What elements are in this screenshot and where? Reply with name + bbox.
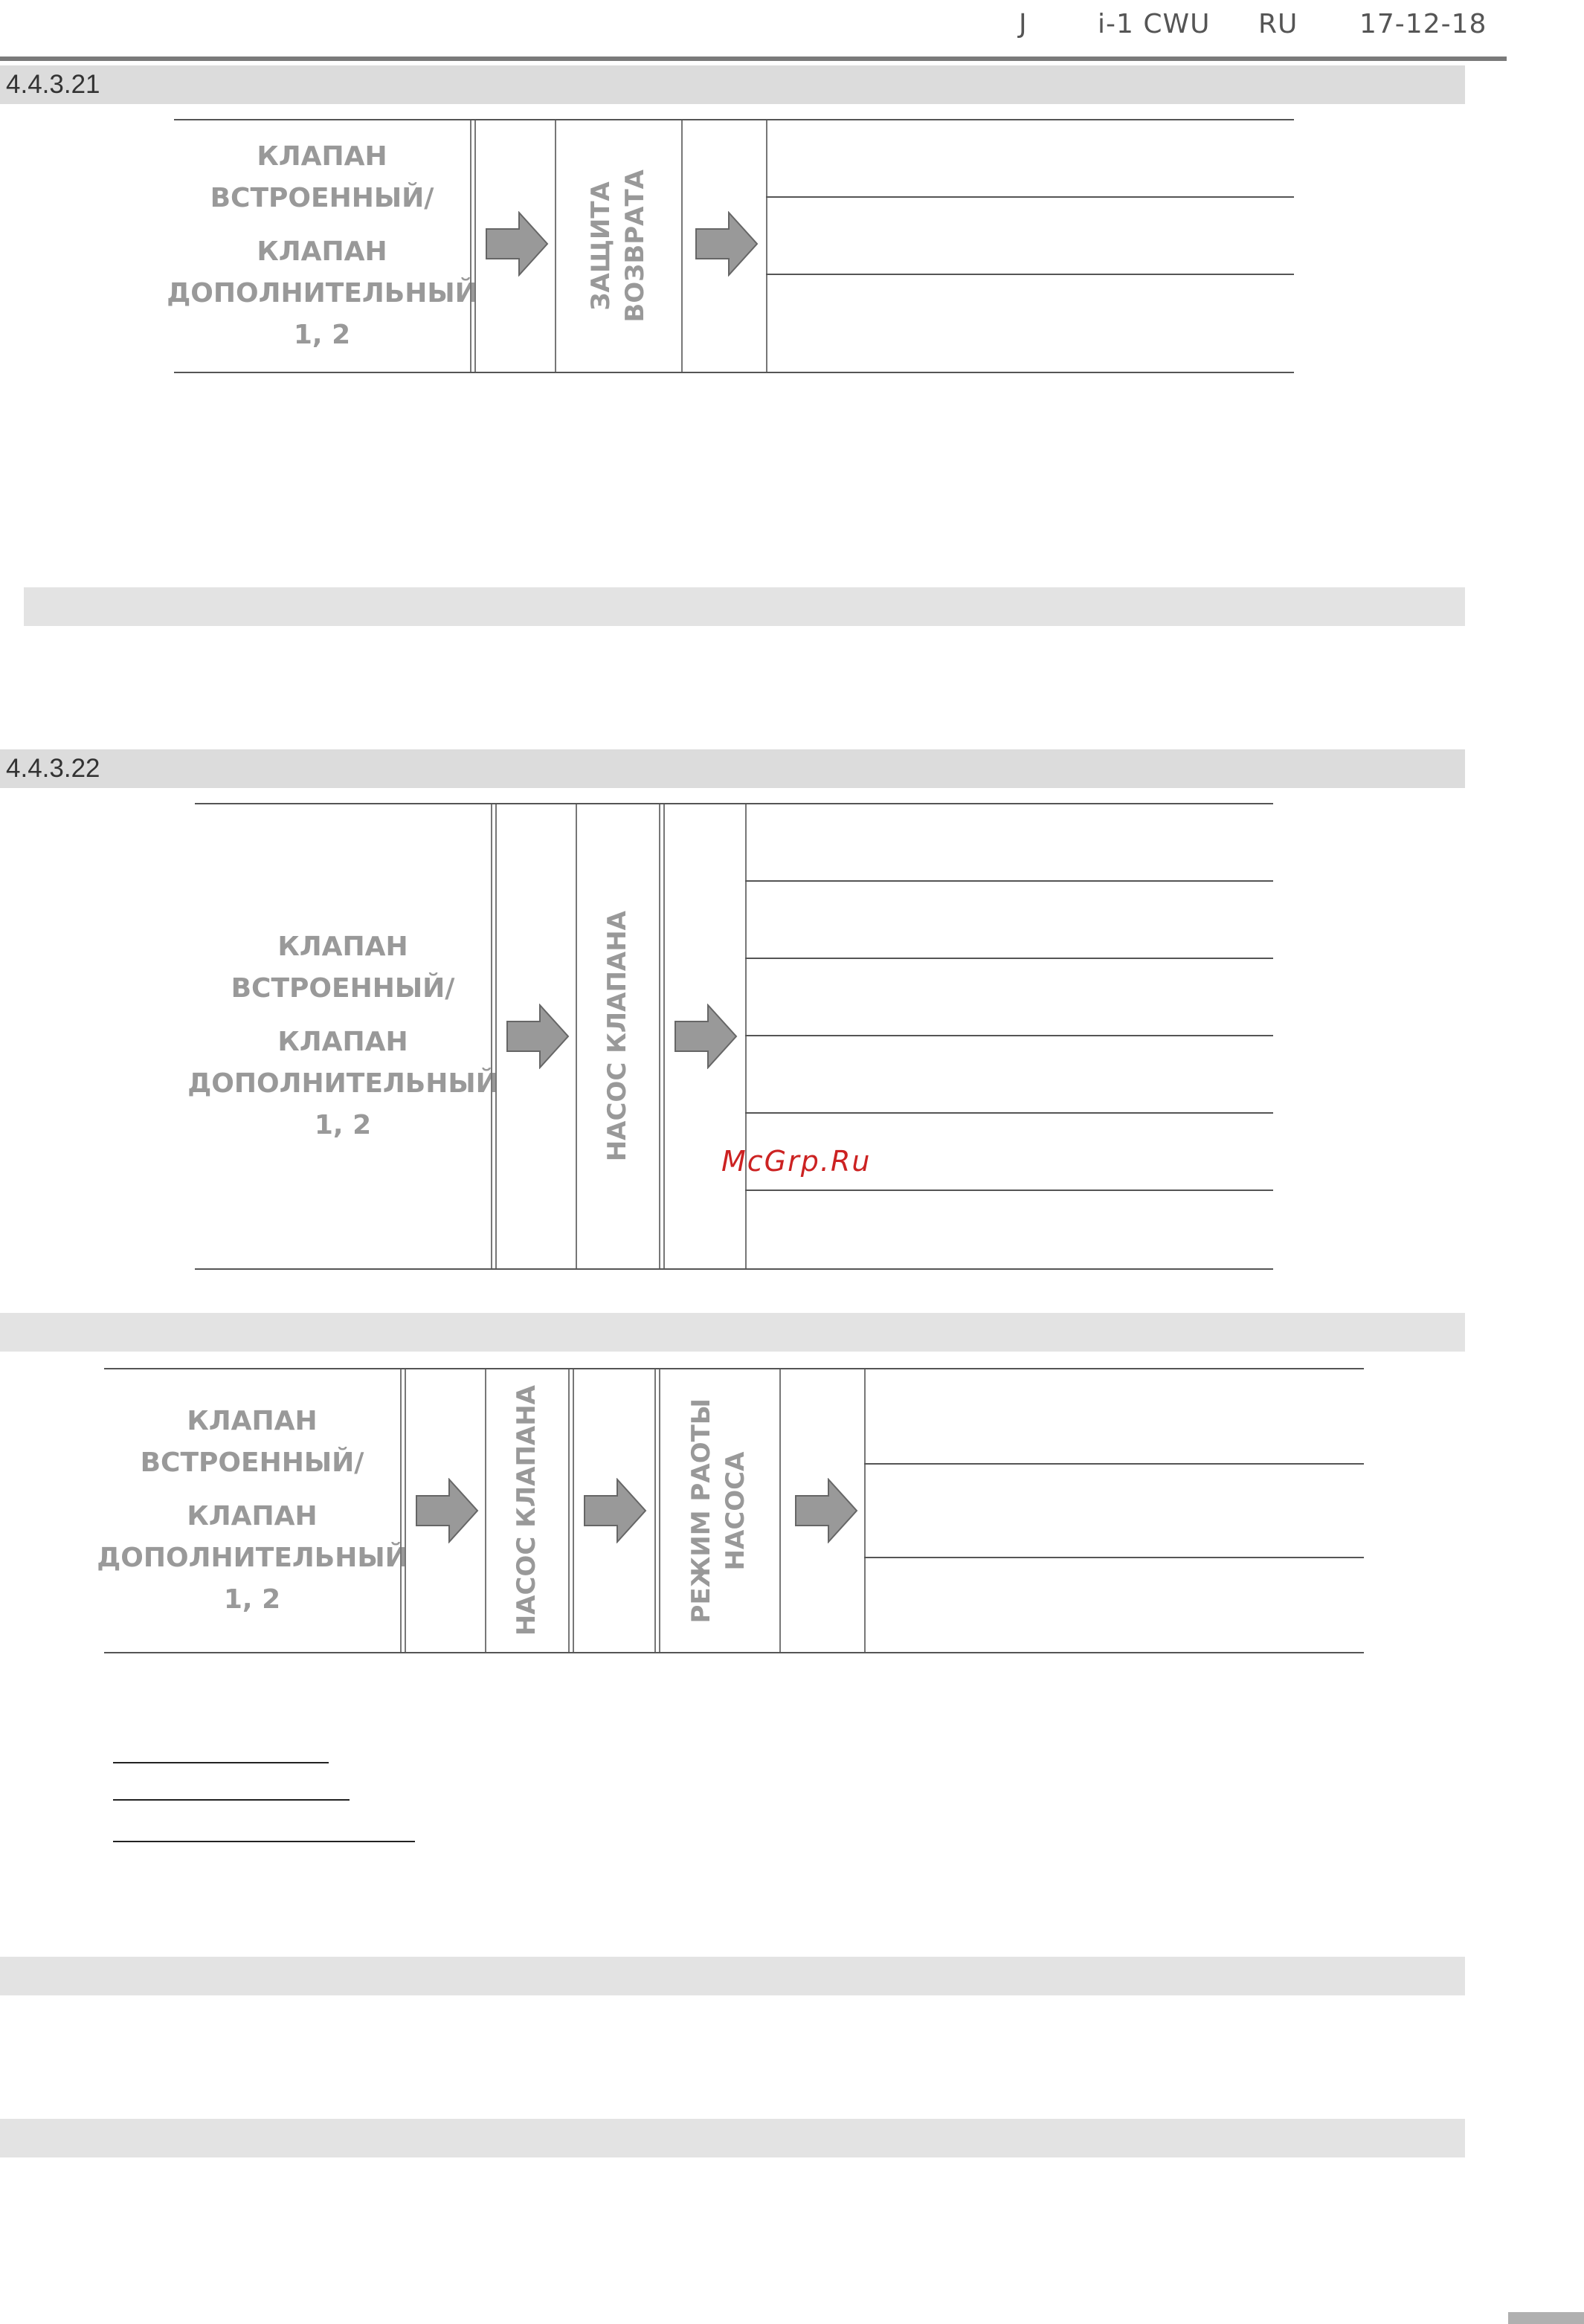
- step-label: ЗАЩИТА ВОЗВРАТА: [586, 170, 650, 323]
- step-label: НАСОС КЛАПАНА: [602, 911, 632, 1162]
- diagram-3-step-1: [485, 1369, 568, 1652]
- diagram-3-step-2: [657, 1369, 779, 1652]
- section-bar-4: [0, 1957, 1465, 1995]
- diagram-2-source: [187, 804, 498, 1268]
- source-line: КЛАПАН: [277, 1027, 408, 1057]
- blank-line-2: [113, 1799, 350, 1801]
- diagram-1-step: [555, 120, 681, 372]
- step-label: НАСОС КЛАПАНА: [512, 1385, 541, 1636]
- output-row-line: [745, 880, 1273, 882]
- section-bar-5: [0, 2119, 1465, 2157]
- source-line: КЛАПАН: [257, 141, 387, 172]
- source-line: ДОПОЛНИТЕЛЬНЫЙ: [167, 278, 477, 309]
- source-line: КЛАПАН: [187, 1406, 318, 1436]
- divider: [400, 1369, 406, 1652]
- source-line: 1, 2: [293, 320, 351, 350]
- source-line: ВСТРОЕННЫЙ/: [210, 183, 434, 213]
- divider: [470, 120, 476, 372]
- section-bar-1: [0, 65, 1465, 104]
- source-line: КЛАПАН: [277, 932, 408, 962]
- divider: [659, 804, 665, 1268]
- divider: [766, 120, 767, 372]
- page-corner-tab: [1508, 2312, 1584, 2324]
- header-language: RU: [1258, 9, 1298, 39]
- arrow-right-icon: [695, 211, 759, 277]
- watermark: McGrp.Ru: [721, 1145, 872, 1178]
- diagram-3: [97, 1368, 1364, 1653]
- arrow-right-icon: [794, 1478, 858, 1543]
- diagram-1-source: [167, 120, 477, 372]
- arrow-right-icon: [506, 1004, 570, 1069]
- output-row-line: [864, 1463, 1364, 1465]
- output-row-line: [864, 1557, 1364, 1558]
- divider: [681, 120, 683, 372]
- source-line: КЛАПАН: [257, 236, 387, 267]
- output-row-line: [745, 1190, 1273, 1191]
- output-row-line: [745, 958, 1273, 959]
- source-line: КЛАПАН: [187, 1501, 318, 1531]
- diagram-3-source: [97, 1369, 408, 1652]
- source-line: 1, 2: [223, 1584, 281, 1615]
- section-bar-2: [0, 749, 1465, 788]
- divider: [568, 1369, 574, 1652]
- divider: [491, 804, 497, 1268]
- source-line: ДОПОЛНИТЕЛЬНЫЙ: [187, 1068, 498, 1099]
- divider: [864, 1369, 866, 1652]
- header-rule: [0, 57, 1507, 61]
- divider: [779, 1369, 781, 1652]
- output-row-line: [766, 196, 1294, 198]
- output-row-line: [745, 1035, 1273, 1036]
- diagram-2-step: [576, 804, 659, 1268]
- diagram-1: [167, 119, 1294, 373]
- header-date: 17-12-18: [1359, 9, 1487, 39]
- diagram-2: [187, 803, 1273, 1270]
- section-number-1: 4.4.3.21: [6, 70, 100, 99]
- blank-line-3: [113, 1841, 415, 1842]
- section-bar-empty: [24, 587, 1465, 626]
- arrow-right-icon: [485, 211, 549, 277]
- divider: [745, 804, 747, 1268]
- source-line: ВСТРОЕННЫЙ/: [231, 973, 455, 1004]
- output-row-line: [745, 1112, 1273, 1114]
- source-line: 1, 2: [314, 1110, 372, 1140]
- output-row-line: [766, 274, 1294, 275]
- blank-line-1: [113, 1762, 329, 1763]
- step-label: РЕЖИМ РАОТЫ НАСОСА: [686, 1398, 750, 1624]
- section-bar-3: [0, 1313, 1465, 1352]
- source-line: ВСТРОЕННЫЙ/: [140, 1447, 364, 1478]
- header-mark: J: [1019, 9, 1028, 39]
- section-number-2: 4.4.3.22: [6, 754, 100, 783]
- arrow-right-icon: [583, 1478, 647, 1543]
- arrow-right-icon: [415, 1478, 479, 1543]
- header-model: i-1 CWU: [1098, 9, 1211, 39]
- source-line: ДОПОЛНИТЕЛЬНЫЙ: [97, 1543, 408, 1573]
- arrow-right-icon: [674, 1004, 738, 1069]
